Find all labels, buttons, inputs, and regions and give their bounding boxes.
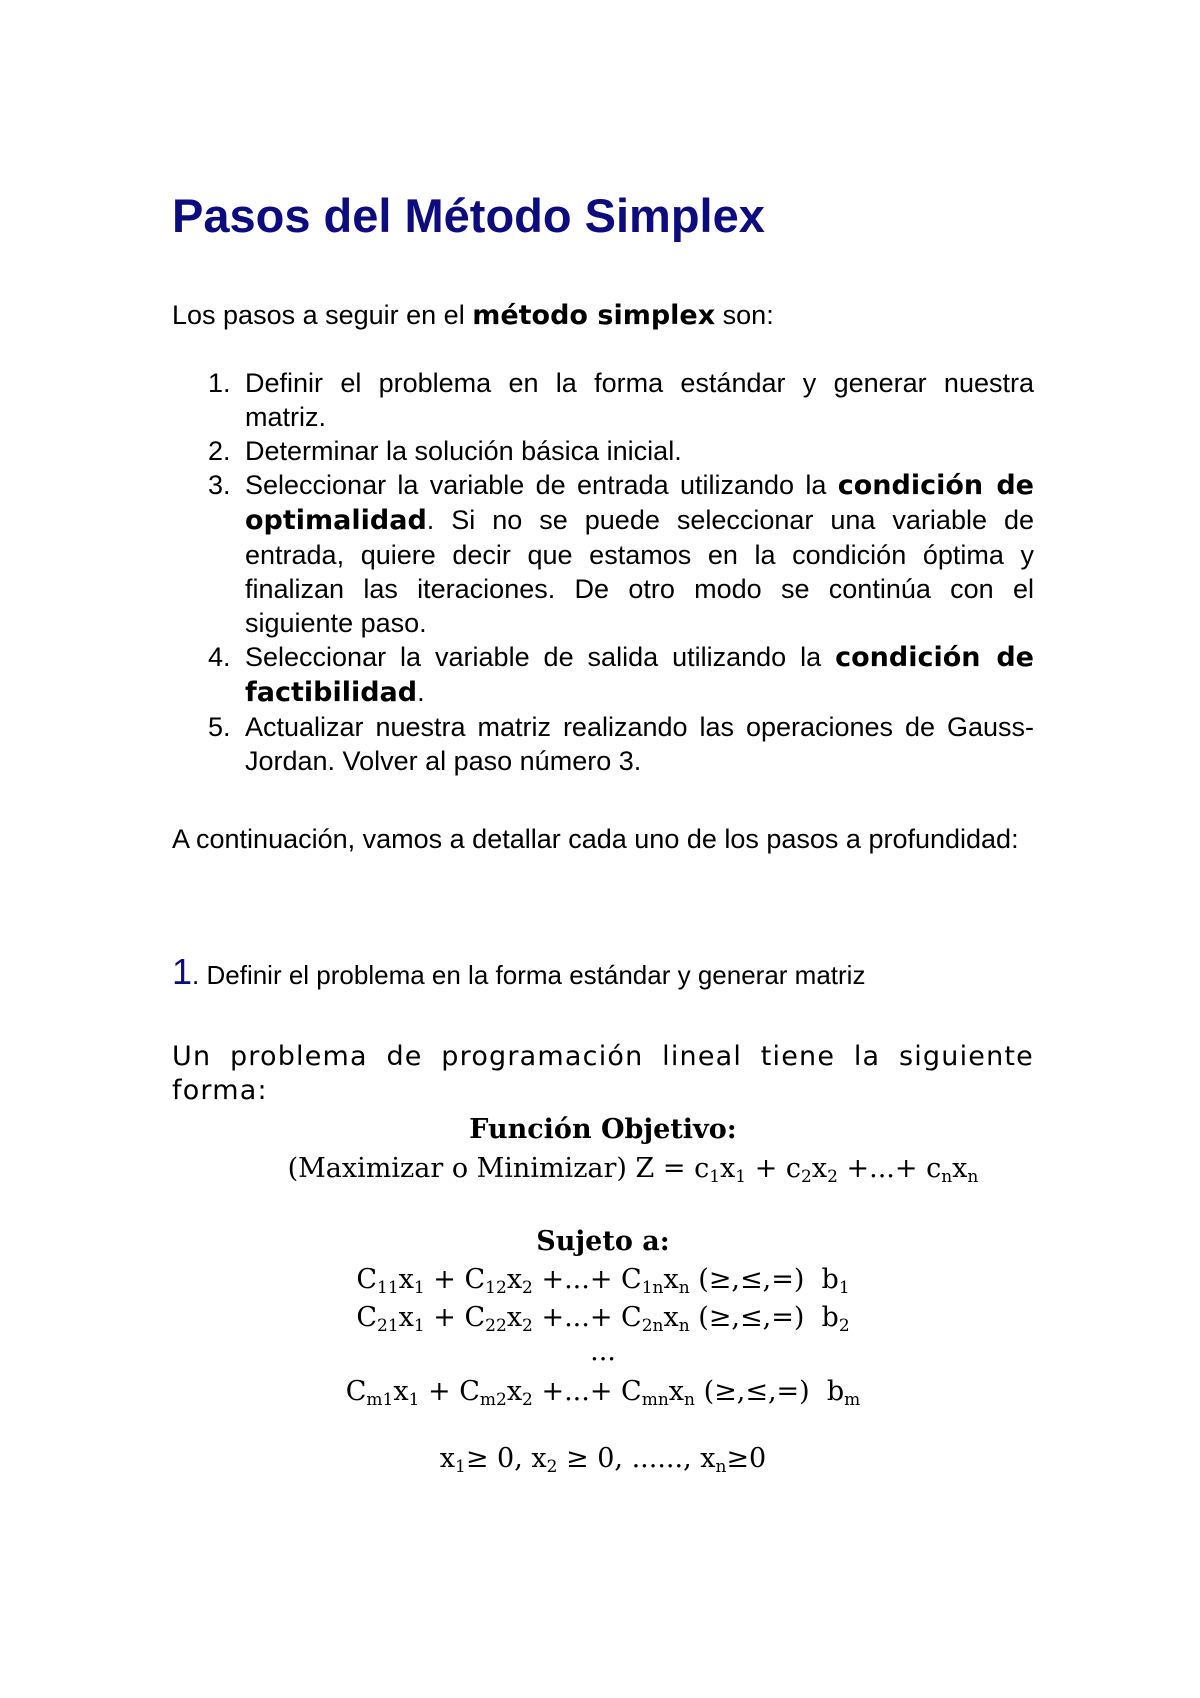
step-text: Seleccionar la variable de salida utilizando la bbox=[245, 642, 836, 672]
section-heading bbox=[172, 952, 1034, 995]
page-title: Pasos del Método Simplex bbox=[172, 189, 765, 242]
intro-paragraph bbox=[172, 298, 1034, 333]
section-number: 1 bbox=[172, 951, 193, 992]
intro-text-end: son: bbox=[715, 300, 774, 330]
non-negativity-constraint: $x_1\ge 0$, $x_2 \ge 0$, ......, $x_n\ge 0$ bbox=[439, 1443, 767, 1477]
objective-function-title: Función Objetivo: bbox=[469, 1114, 737, 1145]
step-bold-term: condición de factibilidad bbox=[245, 642, 1034, 708]
step-number: 1. bbox=[208, 368, 231, 398]
step-number: 4. bbox=[208, 642, 231, 672]
step-item-5 bbox=[172, 710, 1034, 778]
lp-description: Un problema de programación lineal tiene la siguiente forma: bbox=[172, 1041, 1034, 1106]
step-number: 2. bbox=[208, 436, 231, 466]
relation-symbols: (≥,≤,=) bbox=[698, 1264, 805, 1295]
step-item-2 bbox=[172, 434, 1034, 468]
step-number: 5. bbox=[208, 712, 231, 742]
section-title: . Definir el problema en la forma estándar y generar matriz bbox=[192, 960, 866, 990]
step-item-1 bbox=[172, 366, 1034, 434]
relation-symbols: (≥,≤,=) bbox=[698, 1302, 805, 1333]
objective-function-equation: (Maximizar o Minimizar) $Z = c_1x_1 + c_2x_2$ +...+ $c_nx_n$ bbox=[287, 1153, 979, 1187]
step-text: Definir el problema en la forma estándar y generar nuestra matriz. bbox=[245, 368, 1034, 432]
constraint-row-1: $C_{11}x_1 + C_{12}x_2$ +...+ $C_{1n}x_n$ (≥,≤,=) $b_1$ bbox=[356, 1264, 850, 1298]
constraint-row-2: $C_{21}x_1 + C_{22}x_2$ +...+ $C_{2n}x_n$ (≥,≤,=) $b_2$ bbox=[356, 1302, 850, 1336]
steps-list bbox=[172, 366, 1034, 778]
intro-text: Los pasos a seguir en el bbox=[172, 300, 473, 330]
step-bold-term: condición de optimalidad bbox=[245, 470, 1034, 536]
constraint-row-m: $C_{m1}x_1 + C_{m2}x_2$ +...+ $C_{mn}x_n$ (≥,≤,=) $b_m$ bbox=[345, 1376, 861, 1410]
step-text-end: . bbox=[417, 677, 425, 707]
constraint-ellipsis: ... bbox=[590, 1336, 616, 1367]
step-number: 3. bbox=[208, 470, 231, 500]
step-text: Actualizar nuestra matriz realizando las operaciones de Gauss-Jordan. Volver al paso número 3. bbox=[245, 712, 1034, 776]
objective-prefix: (Maximizar o Minimizar) Z = bbox=[287, 1153, 695, 1184]
step-item-4 bbox=[172, 640, 1034, 710]
intro-bold-term: método simplex bbox=[472, 300, 716, 331]
step-text: Determinar la solución básica inicial. bbox=[245, 436, 682, 466]
continuation-paragraph: A continuación, vamos a detallar cada uno de los pasos a profundidad: bbox=[172, 824, 1019, 854]
step-item-3 bbox=[172, 468, 1034, 640]
relation-symbols: (≥,≤,=) bbox=[703, 1376, 810, 1407]
step-text-end: . Si no se puede seleccionar una variable de entrada, quiere decir que estamos en la condición óptima y finalizan las iteraciones. De otro modo se continúa con el siguiente paso. bbox=[245, 505, 1034, 638]
step-text: Seleccionar la variable de entrada utilizando la bbox=[245, 470, 838, 500]
constraints-title: Sujeto a: bbox=[536, 1226, 670, 1257]
